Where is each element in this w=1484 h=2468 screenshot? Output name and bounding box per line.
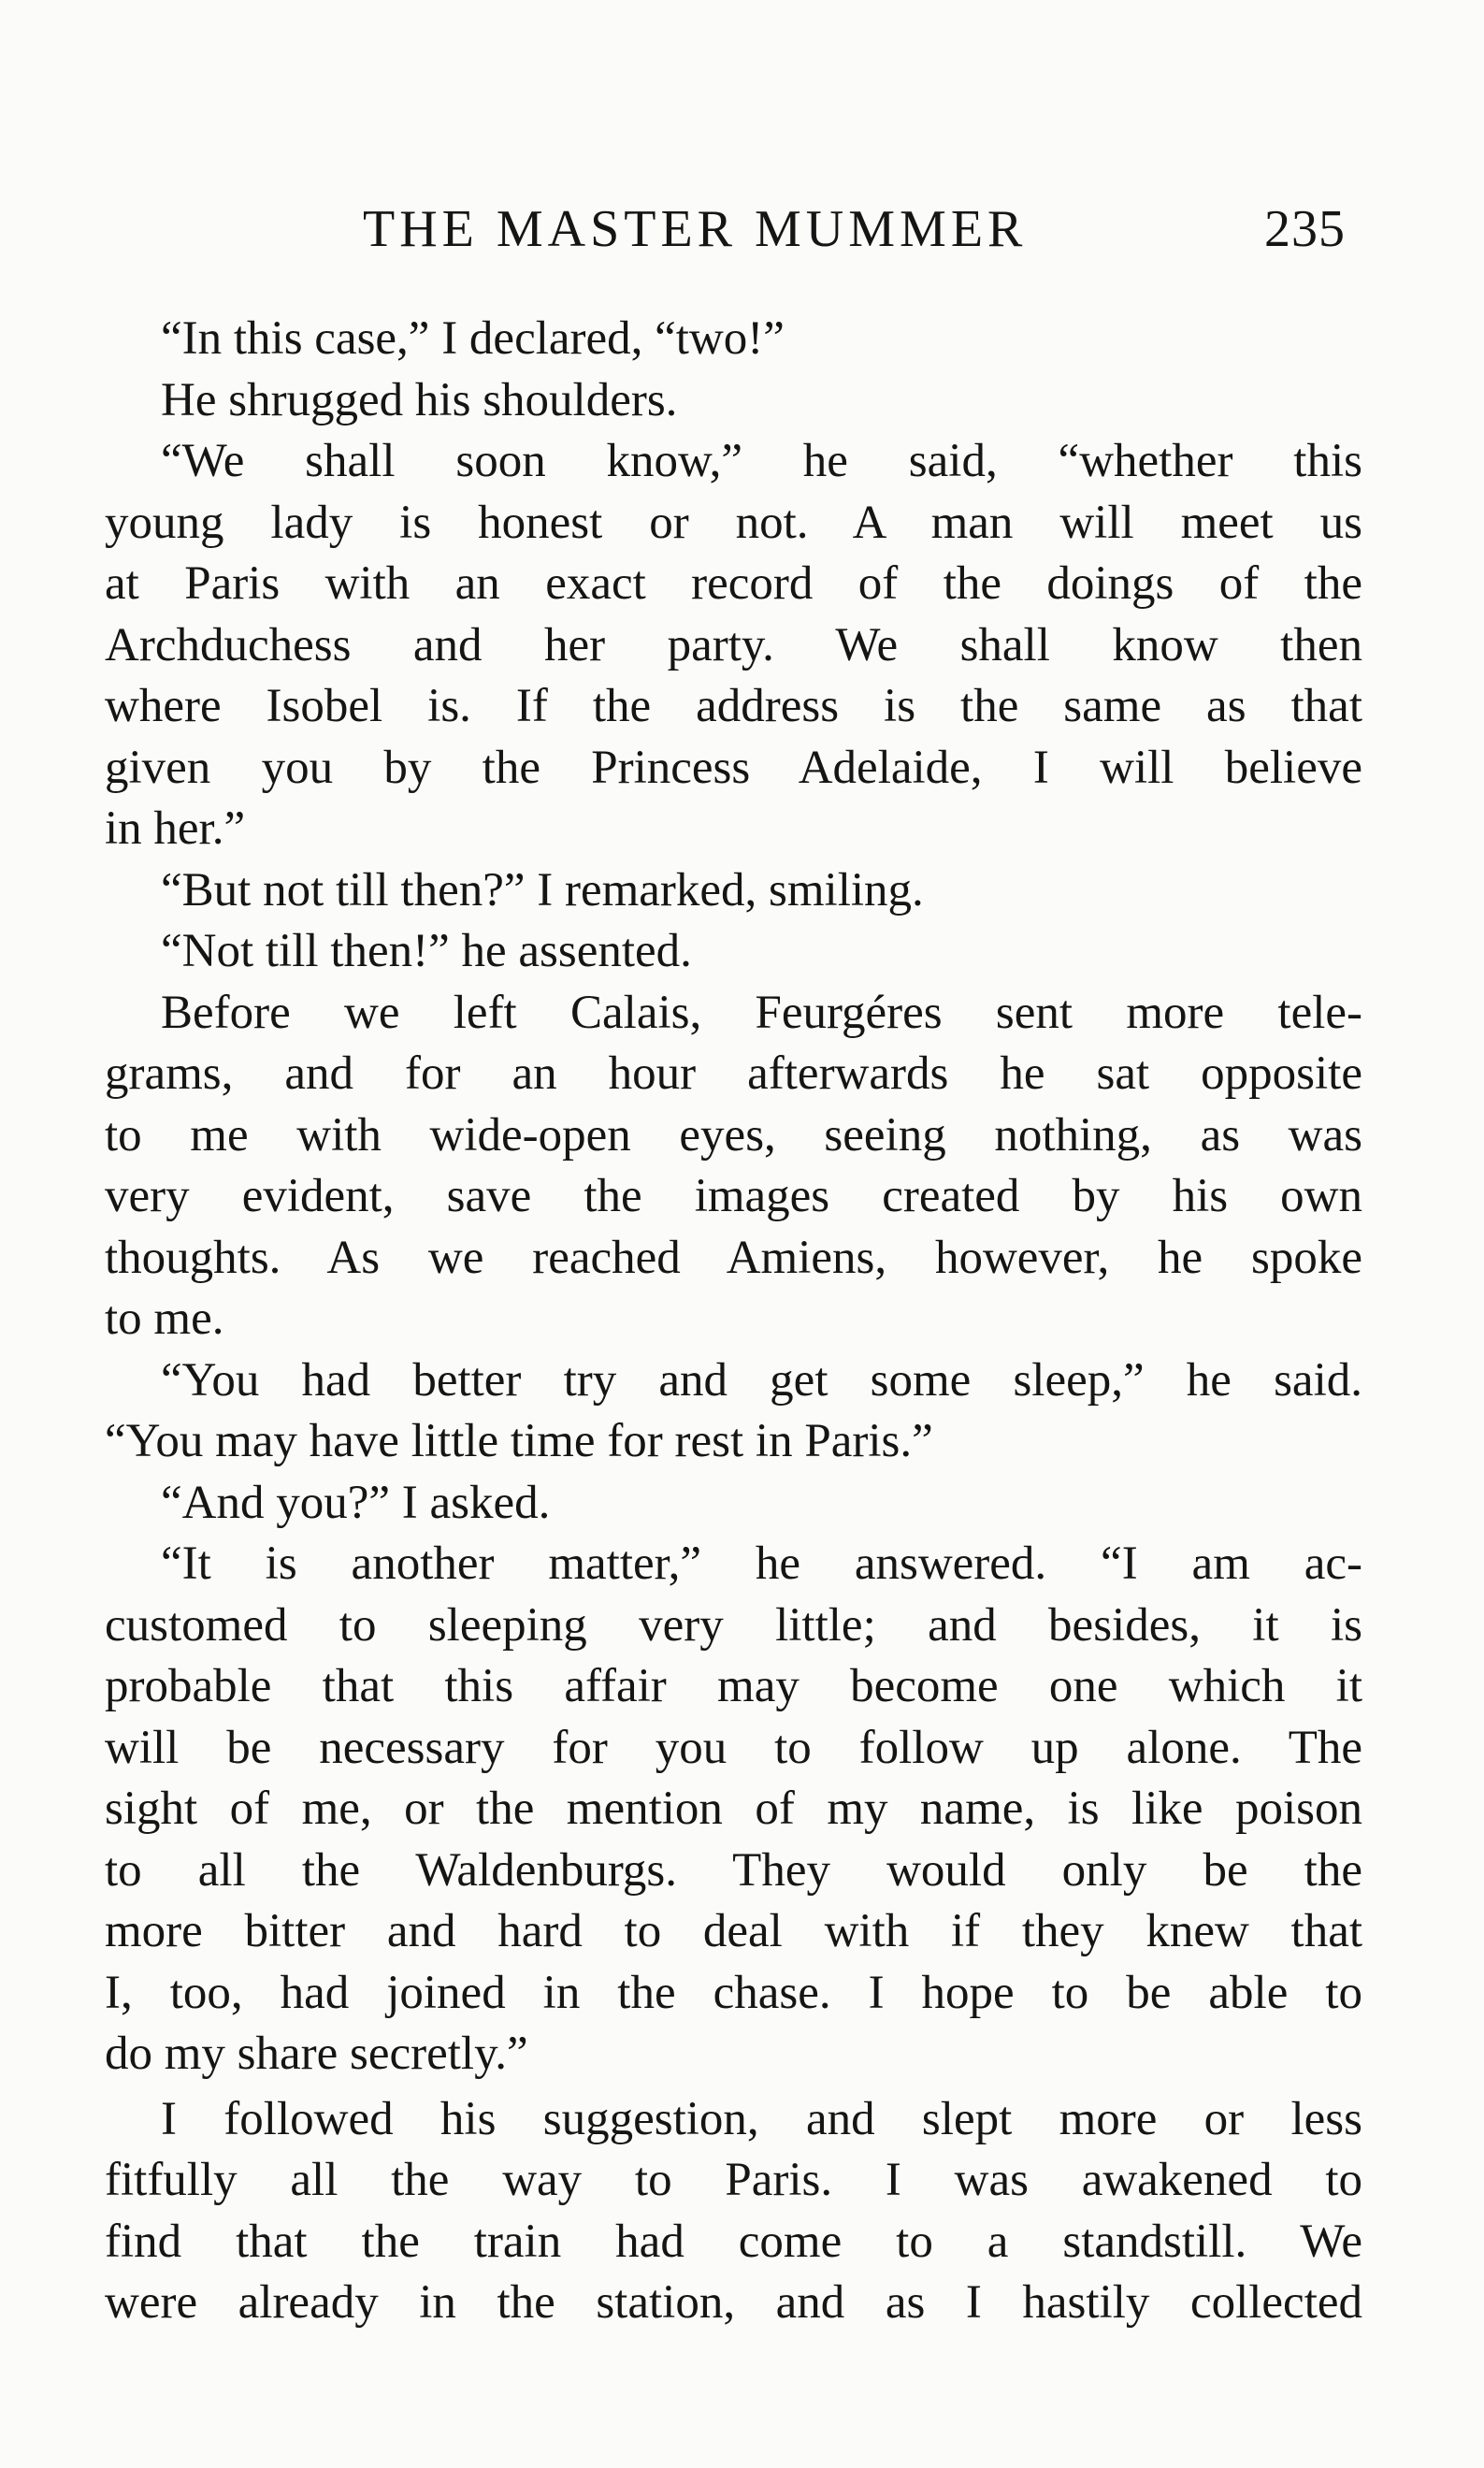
text-line-20: “And you?” I asked. [161, 1476, 551, 1529]
text-line-27: more bitter and hard to deal with if they knew that [105, 1905, 1362, 1957]
body-text [105, 309, 1362, 2334]
text-line-12: Before we left Calais, Feurgéres sent more tele- [161, 986, 1362, 1039]
text-line-26: to all the Waldenburgs. They would only be the [105, 1843, 1362, 1897]
text-line-9: in her.” [105, 802, 246, 855]
text-line-31: fitfully all the way to Paris. I was awakened to [105, 2154, 1362, 2206]
text-line-14: to me with wide-open eyes, seeing nothing, as was [105, 1108, 1362, 1162]
text-line-29: do my share secretly.” [105, 2028, 528, 2080]
text-line-23: probable that this affair may become one which it [105, 1660, 1362, 1712]
text-line-16: thoughts. As we reached Amiens, however, he spoke [105, 1231, 1362, 1284]
running-title: THE MASTER MUMMER [363, 200, 1028, 258]
text-line-2: He shrugged his shoulders. [161, 373, 678, 426]
text-line-15: very evident, save the images created by his own [105, 1170, 1362, 1222]
text-line-7: where Isobel is. If the address is the same as that [105, 680, 1362, 732]
text-line-21: “It is another matter,” he answered. “I am ac- [161, 1537, 1362, 1590]
text-line-4: young lady is honest or not. A man will meet us [105, 496, 1362, 549]
text-line-28: I, too, had joined in the chase. I hope to be able to [105, 1966, 1362, 2019]
text-line-6: Archduchess and her party. We shall know then [105, 618, 1362, 671]
text-line-22: customed to sleeping very little; and besides, it is [105, 1598, 1362, 1652]
text-line-1: “In this case,” I declared, “two!” [161, 312, 785, 365]
text-line-8: given you by the Princess Adelaide, I will believe [105, 741, 1362, 794]
text-line-18: “You had better try and get some sleep,” he said. [161, 1353, 1362, 1407]
text-line-33: were already in the station, and as I hastily collected [105, 2276, 1362, 2329]
text-line-19: “You may have little time for rest in Paris.” [105, 1415, 933, 1467]
text-line-32: find that the train had come to a standstill. We [105, 2215, 1362, 2268]
text-line-3: “We shall soon know,” he said, “whether this [161, 435, 1362, 487]
text-line-10: “But not till then?” I remarked, smiling. [161, 863, 924, 916]
page-number: 235 [1264, 200, 1346, 258]
text-line-13: grams, and for an hour afterwards he sat opposite [105, 1047, 1362, 1100]
text-line-24: will be necessary for you to follow up alone. The [105, 1721, 1362, 1774]
running-head [0, 196, 1484, 262]
text-line-5: at Paris with an exact record of the doings of the [105, 557, 1362, 610]
text-line-30: I followed his suggestion, and slept more or less [161, 2092, 1362, 2145]
text-line-11: “Not till then!” he assented. [161, 925, 692, 977]
text-line-25: sight of me, or the mention of my name, is like poison [105, 1782, 1362, 1835]
text-line-17: to me. [105, 1292, 224, 1345]
